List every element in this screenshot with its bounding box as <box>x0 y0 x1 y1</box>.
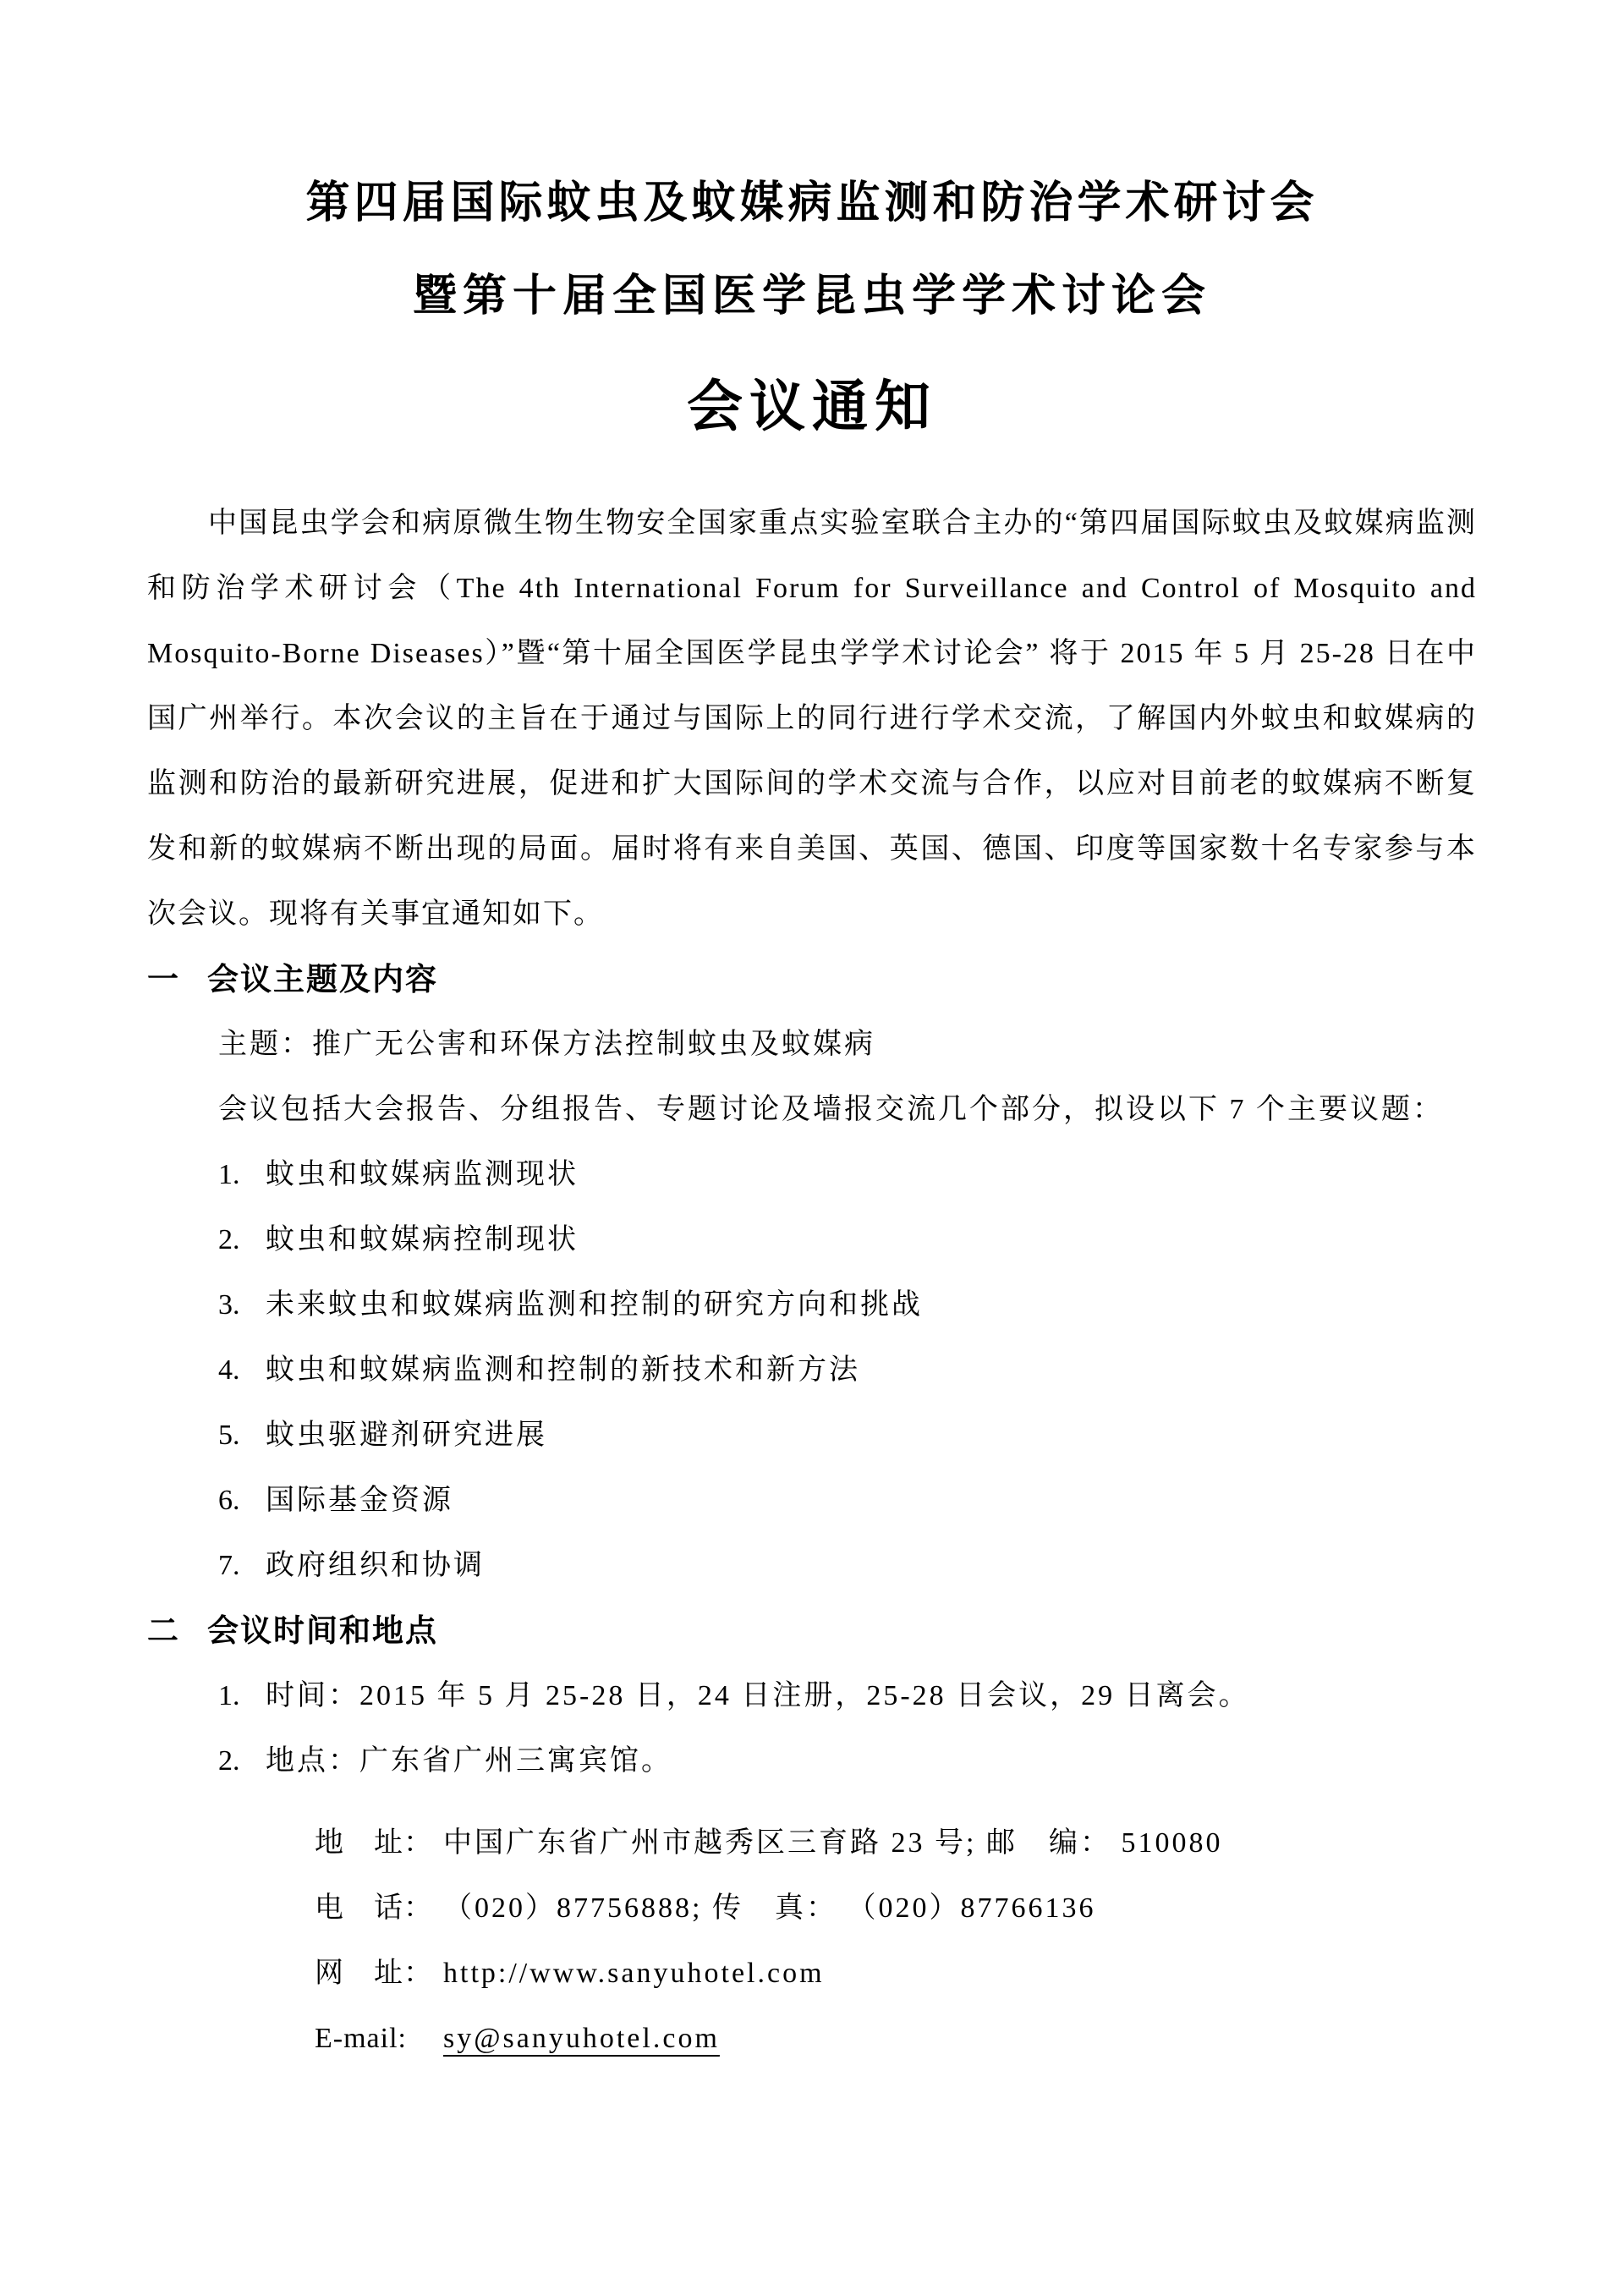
phone-label: 电 话： <box>315 1892 433 1924</box>
topic-text: 蚊虫驱避剂研究进展 <box>266 1420 547 1451</box>
section2-heading <box>147 1598 1477 1663</box>
section1-number: 一 <box>147 962 180 997</box>
item-text: 时间：2015 年 5 月 25-28 日，24 日注册，25-28 日会议，29 日离会。 <box>266 1680 1250 1711</box>
overview-line: 会议包括大会报告、分组报告、专题讨论及墙报交流几个部分，拟设以下 7 个主要议题： <box>218 1094 1444 1125</box>
theme-line: 主题：推广无公害和环保方法控制蚊虫及蚊媒病 <box>218 1029 875 1060</box>
topic-text: 蚊虫和蚊媒病控制现状 <box>266 1224 579 1255</box>
topic-number: 1. <box>218 1159 240 1190</box>
topic-item-7 <box>147 1533 1477 1598</box>
intro-paragraph: 中国昆虫学会和病原微生物生物安全国家重点实验室联合主办的“第四届国际蚊虫及蚊媒病监测和防治学术研讨会（The 4th International Forum for Surveillance and Control of Mosquito and Mosquito-Borne Diseases）”暨“第十届全国医学昆虫学学术讨论会” 将于 2015 年 5 月 25-28 日在中国广州举行。本次会议的主旨在于通过与国际上的同行进行学术交流，了解国内外蚊虫和蚊媒病的监测和防治的最新研究进展，促进和扩大国际间的学术交流与合作，以应对目前老的蚊媒病不断复发和新的蚊媒病不断出现的局面。届时将有来自美国、英国、德国、印度等国家数十名专家参与本次会议。现将有关事宜通知如下。 <box>147 508 1477 930</box>
email-label: E-mail: <box>315 2023 407 2054</box>
website-line <box>315 1941 1477 2006</box>
topic-item-1 <box>147 1142 1477 1207</box>
topic-number: 4. <box>218 1354 240 1386</box>
website-label: 网 址： <box>315 1958 433 1989</box>
topic-text: 未来蚊虫和蚊媒病监测和控制的研究方向和挑战 <box>266 1289 923 1321</box>
topic-text: 蚊虫和蚊媒病监测和控制的新技术和新方法 <box>266 1354 860 1386</box>
section1-title: 会议主题及内容 <box>207 962 438 997</box>
conference-title-line1: 第四届国际蚊虫及蚊媒病监测和防治学术研讨会 <box>305 179 1319 228</box>
address-label: 地 址： <box>315 1827 433 1859</box>
section1-heading <box>147 947 1477 1012</box>
place-item <box>147 1728 1477 1793</box>
address-line <box>315 1810 1477 1876</box>
topic-item-2 <box>147 1207 1477 1272</box>
topic-number: 7. <box>218 1550 240 1581</box>
topic-item-3 <box>147 1272 1477 1338</box>
email-line <box>315 2006 1477 2071</box>
topic-item-5 <box>147 1403 1477 1468</box>
topic-number: 6. <box>218 1485 240 1516</box>
section2-title: 会议时间和地点 <box>207 1613 438 1648</box>
phone-line <box>315 1876 1477 1941</box>
item-text: 地点：广东省广州三寓宾馆。 <box>266 1745 672 1777</box>
topic-number: 5. <box>218 1420 240 1451</box>
phone-value: （020）87756888; 传 真： （020）87766136 <box>443 1892 1096 1924</box>
conference-title-line2: 暨第十届全国医学昆虫学学术讨论会 <box>412 272 1211 321</box>
item-number: 1. <box>218 1680 240 1711</box>
time-item <box>147 1663 1477 1728</box>
notice-title: 会议通知 <box>687 375 937 437</box>
address-value: 中国广东省广州市越秀区三育路 23 号; 邮 编： 510080 <box>443 1827 1223 1859</box>
website-url: http://www.sanyuhotel.com <box>443 1958 825 1989</box>
topic-item-4 <box>147 1338 1477 1403</box>
topic-item-6 <box>147 1468 1477 1533</box>
contact-block <box>147 1810 1477 2071</box>
topic-text: 蚊虫和蚊媒病监测现状 <box>266 1159 579 1190</box>
topic-number: 3. <box>218 1289 240 1321</box>
section2-number: 二 <box>147 1613 180 1648</box>
topic-number: 2. <box>218 1224 240 1255</box>
item-number: 2. <box>218 1745 240 1777</box>
topic-text: 国际基金资源 <box>266 1485 453 1516</box>
email-link[interactable]: sy@sanyuhotel.com <box>443 2023 720 2054</box>
topic-text: 政府组织和协调 <box>266 1550 485 1581</box>
